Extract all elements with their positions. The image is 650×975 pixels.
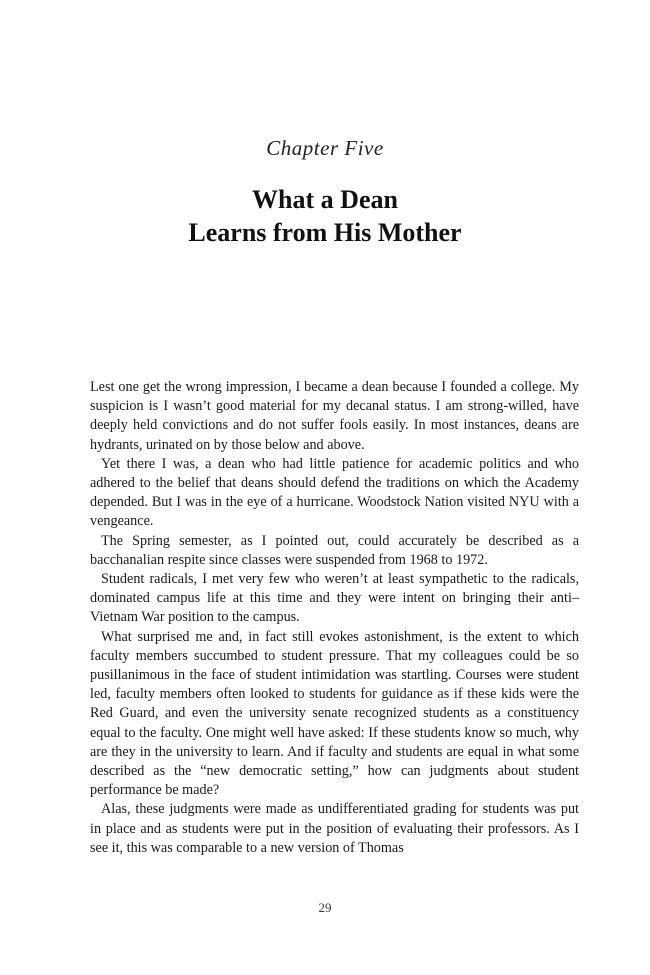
paragraph: Student radicals, I met very few who weren’t at least sympathetic to the radicals, dominated campus life at this time and they were intent on bringing their anti–Vietnam War position to the campus. [90,571,579,626]
paragraph: Yet there I was, a dean who had little patience for academic politics and who adhered to the belief that deans should defend the traditions on which the Academy depended. But I was in the eye of a hurricane. Woodstock Nation visited NYU with a vengeance. [90,455,579,530]
paragraph: Alas, these judgments were made as undifferentiated grading for students was put in place and as students were put in the position of evaluating their professors. As I see it, this was comparable to a new version of Thomas [90,801,579,856]
page-number: 29 [318,900,332,915]
chapter-title [0,183,650,249]
body-text [90,378,579,858]
chapter-title-line-2: Learns from His Mother [188,218,462,247]
chapter-title-line-1: What a Dean [252,185,398,214]
paragraph: The Spring semester, as I pointed out, could accurately be described as a bacchanalian respite since classes were suspended from 1968 to 1972. [90,532,579,568]
paragraph: Lest one get the wrong impression, I became a dean because I founded a college. My suspicion is I wasn’t good material for my decanal status. I am strong-willed, have deeply held convictions and do not suffer fools easily. In most instances, deans are hydrants, urinated on by those below and above. [90,379,579,453]
chapter-label: Chapter Five [266,136,384,160]
paragraph: What surprised me and, in fact still evokes astonishment, is the extent to which faculty members succumbed to student pressure. That my colleagues could be so pusillanimous in the face of student intimidation was startling. Courses were student led, faculty members often looked to students for guidance as if these kids were the Red Guard, and even the university senate recognized students as a constituency equal to the faculty. One might well have asked: If these students know so much, why are they in the university to learn. And if faculty and students are equal in what some described as the “new democratic setting,” how can judgments about student performance be made? [90,628,579,799]
